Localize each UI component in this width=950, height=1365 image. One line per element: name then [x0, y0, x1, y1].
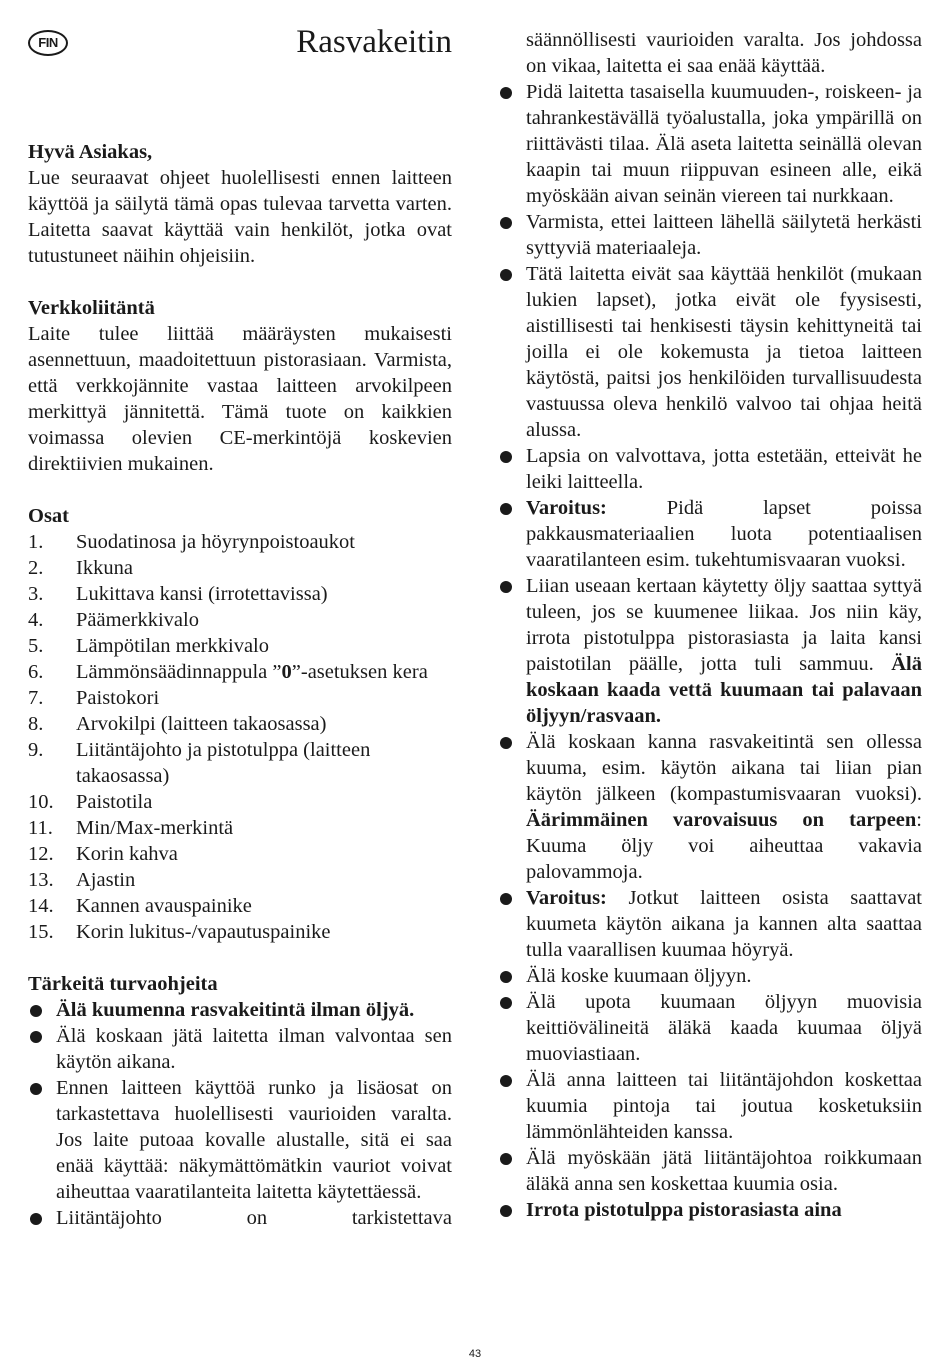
- bullet-icon: [498, 963, 526, 989]
- text-segment: Jotkut laitteen osista saattavat kuumeta käytön aikana ja kannen alta saattaa tulla vaarallisen kuumaa höyryä.: [526, 887, 922, 961]
- safety-bullet-item: [28, 1205, 452, 1231]
- bold-text: Irrota pistotulppa pistorasiasta aina: [526, 1199, 842, 1221]
- bullet-icon: [498, 209, 526, 261]
- item-label: [76, 685, 452, 711]
- item-number: 1.: [28, 531, 44, 553]
- spacer: [28, 945, 452, 971]
- item-number: 13.: [28, 869, 54, 891]
- bullet-text: [526, 729, 922, 885]
- item-number: 15.: [28, 921, 54, 943]
- parts-list-item: [28, 529, 452, 555]
- bullet-text: [526, 963, 922, 989]
- item-label: [76, 867, 452, 893]
- item-label: [76, 815, 452, 841]
- section-heading: Tärkeitä turvaohjeita: [28, 973, 218, 995]
- left-column: [28, 139, 452, 1231]
- text-segment: säännöllisesti vaurioiden varalta. Jos johdossa on vikaa, laitetta ei saa enää käyttää.: [526, 29, 922, 77]
- parts-list-item: [28, 919, 452, 945]
- item-number: 12.: [28, 843, 54, 865]
- text-segment: Varmista, ettei laitteen lähellä säilytetä herkästi syttyviä materiaaleja.: [526, 211, 922, 259]
- text-segment: Älä upota kuumaan öljyyn muovisia keittiövälineitä äläkä kaada kuumaa öljyä muoviastiaan.: [526, 991, 922, 1065]
- bullet-text: [526, 573, 922, 729]
- bullet-text: [56, 1075, 452, 1205]
- parts-list-item: [28, 711, 452, 737]
- item-label: [76, 633, 452, 659]
- bullet-text: [526, 1197, 922, 1223]
- bullet-icon: [498, 1145, 526, 1197]
- item-number: 14.: [28, 895, 54, 917]
- section-heading: Osat: [28, 505, 69, 527]
- text-segment: Kannen avauspainike: [76, 895, 252, 917]
- safety-bullet-item: [28, 1075, 452, 1205]
- bullet-icon: [498, 495, 526, 573]
- bold-text: Varoitus:: [526, 887, 607, 909]
- text-segment: Päämerkkivalo: [76, 609, 199, 631]
- text-segment: Lapsia on valvottava, jotta estetään, etteivät he leiki laitteella.: [526, 445, 922, 493]
- bullet-icon: [498, 1067, 526, 1145]
- bullet-text: [56, 1205, 452, 1231]
- text-segment: Ikkuna: [76, 557, 133, 579]
- safety-bullet-item: [498, 1067, 922, 1145]
- safety-bullet-item: [498, 573, 922, 729]
- safety-bullet-item: [28, 997, 452, 1023]
- bold-text: Älä koskaan kaada vettä kuumaan tai palavaan öljyyn/rasvaan.: [526, 653, 922, 727]
- text-segment: Liitäntäjohto ja pistotulppa (laitteen takaosassa): [76, 739, 371, 787]
- text-segment: Lämpötilan merkkivalo: [76, 635, 269, 657]
- text-segment: Älä koskaan jätä laitetta ilman valvontaa sen käytön aikana.: [56, 1025, 452, 1073]
- item-label: [76, 841, 452, 867]
- item-number: 2.: [28, 557, 44, 579]
- safety-bullet-item: [498, 963, 922, 989]
- item-label: [76, 607, 452, 633]
- parts-list-item: [28, 633, 452, 659]
- text-segment: Lukittava kansi (irrotettavissa): [76, 583, 328, 605]
- item-label: [76, 529, 452, 555]
- item-label: [76, 555, 452, 581]
- safety-bullet-item: [498, 989, 922, 1067]
- item-number: 10.: [28, 791, 54, 813]
- text-segment: Liitäntäjohto on tarkistettava: [56, 1207, 452, 1229]
- bold-text: Äärimmäinen varovaisuus on tarpeen: [526, 809, 917, 831]
- text-segment: Suodatinosa ja höyrynpoistoaukot: [76, 531, 356, 553]
- text-segment: Liian useaan kertaan käytetty öljy saattaa syttyä tuleen, jos se kuumenee liikaa. Jos niin käy, irrota pistotulppa pistorasiasta ja laita kansi paistotilan päälle, jotta tuli sammuu.: [526, 575, 922, 675]
- item-label: [76, 711, 452, 737]
- parts-list-item: [28, 893, 452, 919]
- bullet-icon: [498, 573, 526, 729]
- text-segment: Korin lukitus-/vapautuspainike: [76, 921, 331, 943]
- text-segment: Älä anna laitteen tai liitäntäjohdon koskettaa kuumia pintoja tai joutua kosketuksiin lämmönlähteiden kanssa.: [526, 1069, 922, 1143]
- bullet-icon: [28, 1023, 56, 1075]
- bullet-text: [526, 1145, 922, 1197]
- bullet-icon: [28, 1205, 56, 1231]
- section-heading: Verkkoliitäntä: [28, 297, 155, 319]
- spacer: [28, 269, 452, 295]
- safety-bullet-item: [498, 885, 922, 963]
- language-badge-fin: FIN: [28, 30, 68, 56]
- safety-bullet-item: [498, 79, 922, 209]
- right-column: [498, 27, 922, 1223]
- safety-bullet-item: [498, 261, 922, 443]
- parts-list-item: [28, 607, 452, 633]
- text-segment: Älä koskaan kanna rasvakeitintä sen ollessa kuuma, esim. käytön aikana tai liian pian käytön jälkeen (kompastumisvaaran vuoksi).: [526, 731, 922, 805]
- safety-bullet-item: [498, 729, 922, 885]
- item-number: 11.: [28, 817, 53, 839]
- item-label: [76, 737, 452, 789]
- bullet-text: [526, 261, 922, 443]
- bullet-text: [526, 989, 922, 1067]
- text-segment: Lämmönsäädinnappula ”: [76, 661, 282, 683]
- text-segment: Tätä laitetta eivät saa käyttää henkilöt (mukaan lukien lapset), jotka eivät ole fyysisesti, aistillisesti tai henkisesti täysin kehittyneitä tai joilla ei ole kokemusta ja tietoa laitteen käytöstä, paitsi jos henkilöiden turvallisuudesta vastuussa oleva henkilö valvoo tai ohjaa heitä alussa.: [526, 263, 922, 441]
- parts-list-item: [28, 581, 452, 607]
- text-segment: Pidä laitetta tasaisella kuumuuden-, roiskeen- ja tahrankestävällä työalustalla, joka ympärillä on riittävästi tilaa. Älä aseta laitetta seinällä olevan kaapin tai muun riippuvan esineen alle, eikä myöskään aivan seinän viereen tai nurkkaan.: [526, 81, 922, 207]
- bold-text: Varoitus:: [526, 497, 607, 519]
- spacer: [28, 477, 452, 503]
- text-segment: Älä myöskään jätä liitäntäjohtoa roikkumaan äläkä anna sen koskettaa kuumia osia.: [526, 1147, 922, 1195]
- safety-bullet-item: [498, 443, 922, 495]
- bullet-icon: [498, 729, 526, 885]
- item-label: [76, 893, 452, 919]
- continued-text: [498, 27, 922, 79]
- paragraph: Laite tulee liittää määräysten mukaisesti asennettuun, maadoitettuun pistorasiaan. Varmista, että verkkojännite vastaa laitteen arvokilpeen merkittyä jännitettä. Tämä tuote on kaikkien voimassa olevien CE-merkintöjä koskevien direktiivien mukainen.: [28, 323, 452, 475]
- item-number: 7.: [28, 687, 44, 709]
- section-heading: Hyvä Asiakas,: [28, 141, 153, 163]
- parts-list-item: [28, 555, 452, 581]
- bullet-icon: [28, 997, 56, 1023]
- parts-list-item: [28, 841, 452, 867]
- bullet-text: [526, 885, 922, 963]
- parts-list-item: [28, 789, 452, 815]
- text-segment: Ennen laitteen käyttöä runko ja lisäosat on tarkastettava huolellisesti vaurioiden varalta. Jos laite putoaa kovalle alustalle, sitä ei saa enää käyttää: näkymättömätkin vauriot voivat aiheuttaa vaaratilanteita laitetta käytettäessä.: [56, 1077, 452, 1203]
- bold-text: Älä kuumenna rasvakeitintä ilman öljyä.: [56, 999, 415, 1021]
- parts-list-item: [28, 867, 452, 893]
- bullet-icon: [498, 885, 526, 963]
- text-segment: Paistotila: [76, 791, 153, 813]
- item-number: 8.: [28, 713, 44, 735]
- item-label: [76, 789, 452, 815]
- item-number: 4.: [28, 609, 44, 631]
- bullet-icon: [498, 79, 526, 209]
- safety-bullet-item: [498, 1145, 922, 1197]
- text-segment: Älä koske kuumaan öljyyn.: [526, 965, 752, 987]
- bullet-icon: [498, 261, 526, 443]
- parts-list-item: [28, 659, 452, 685]
- item-label: [76, 659, 452, 685]
- text-segment: Arvokilpi (laitteen takaosassa): [76, 713, 327, 735]
- bullet-text: [526, 79, 922, 209]
- safety-bullet-item: [498, 495, 922, 573]
- text-segment: ”-asetuksen kera: [291, 661, 428, 683]
- bullet-text: [526, 1067, 922, 1145]
- bullet-icon: [28, 1075, 56, 1205]
- bold-text: 0: [281, 661, 292, 683]
- safety-bullet-item: [498, 1197, 922, 1223]
- paragraph: Lue seuraavat ohjeet huolellisesti ennen laitteen käyttöä ja säilytä tämä opas tulevaa tarvetta varten. Laitetta saavat käyttää vain henkilöt, jotka ovat tutustuneet näihin ohjeisiin.: [28, 167, 452, 267]
- bullet-icon: [498, 989, 526, 1067]
- bullet-text: [526, 209, 922, 261]
- item-number: 6.: [28, 661, 44, 683]
- text-segment: Min/Max-merkintä: [76, 817, 234, 839]
- item-label: [76, 581, 452, 607]
- text-segment: : Kuuma öljy voi aiheuttaa vakavia palovammoja.: [526, 809, 922, 883]
- item-number: 3.: [28, 583, 44, 605]
- bullet-icon: [498, 1197, 526, 1223]
- page-number: 43: [468, 1348, 482, 1360]
- bullet-text: [526, 495, 922, 573]
- text-segment: Paistokori: [76, 687, 160, 709]
- safety-bullet-item: [28, 1023, 452, 1075]
- page-title: Rasvakeitin: [296, 24, 452, 60]
- parts-list-item: [28, 685, 452, 711]
- item-number: 5.: [28, 635, 44, 657]
- bullet-text: [56, 1023, 452, 1075]
- safety-bullet-item: [498, 209, 922, 261]
- bullet-text: [526, 443, 922, 495]
- parts-list-item: [28, 815, 452, 841]
- item-number: 9.: [28, 739, 44, 761]
- text-segment: Ajastin: [76, 869, 136, 891]
- bullet-text: [56, 997, 452, 1023]
- item-label: [76, 919, 452, 945]
- bullet-icon: [498, 443, 526, 495]
- text-segment: Korin kahva: [76, 843, 178, 865]
- text-segment: Pidä lapset poissa pakkausmateriaalien luota potentiaalisen vaaratilanteen esim. tukehtumisvaaran vuoksi.: [526, 497, 922, 571]
- parts-list-item: [28, 737, 452, 789]
